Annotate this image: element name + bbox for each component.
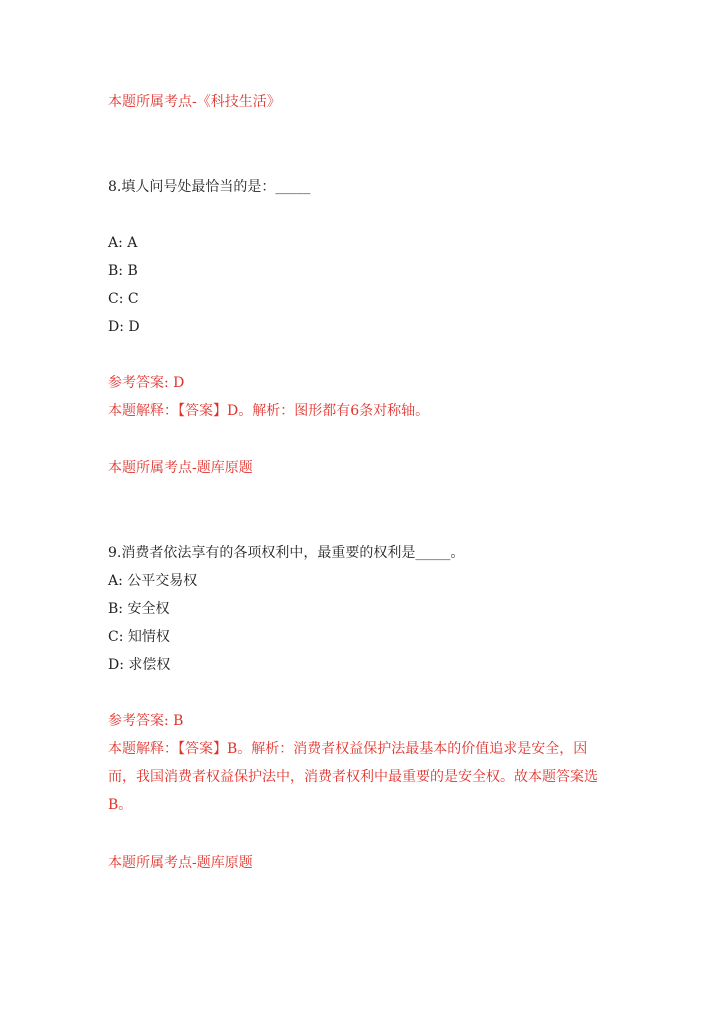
question-8-explanation: 本题解释：【答案】D。解析：图形都有6条对称轴。	[108, 403, 430, 419]
question-9-option-d: D: 求偿权	[108, 657, 171, 673]
question-9-topic: 本题所属考点-题库原题	[108, 855, 253, 871]
question-9-stem: 9.消费者依法享有的各项权利中，最重要的权利是_____。	[108, 545, 465, 561]
question-8-option-a: A: A	[108, 235, 138, 251]
question-9-answer: 参考答案: B	[108, 713, 184, 729]
question-9-option-a: A: 公平交易权	[108, 573, 198, 589]
question-8-topic: 本题所属考点-题库原题	[108, 460, 253, 476]
question-8-stem: 8.填人问号处最恰当的是：_____	[108, 179, 311, 195]
question-8-option-d: D: D	[108, 319, 140, 335]
question-9-explanation: 本题解释：【答案】B。解析：消费者权益保护法最基本的价值追求是安全，因而，我国消费者权益保护法中，消费者权利中最重要的是安全权。故本题答案选B。	[108, 741, 598, 813]
question-9-option-c: C: 知情权	[108, 629, 170, 645]
question-8-answer: 参考答案: D	[108, 375, 185, 391]
question-8-option-b: B: B	[108, 263, 138, 279]
question-8-option-c: C: C	[108, 291, 139, 307]
question-9-option-b: B: 安全权	[108, 601, 170, 617]
previous-topic-label: 本题所属考点-《科技生活》	[108, 94, 281, 110]
